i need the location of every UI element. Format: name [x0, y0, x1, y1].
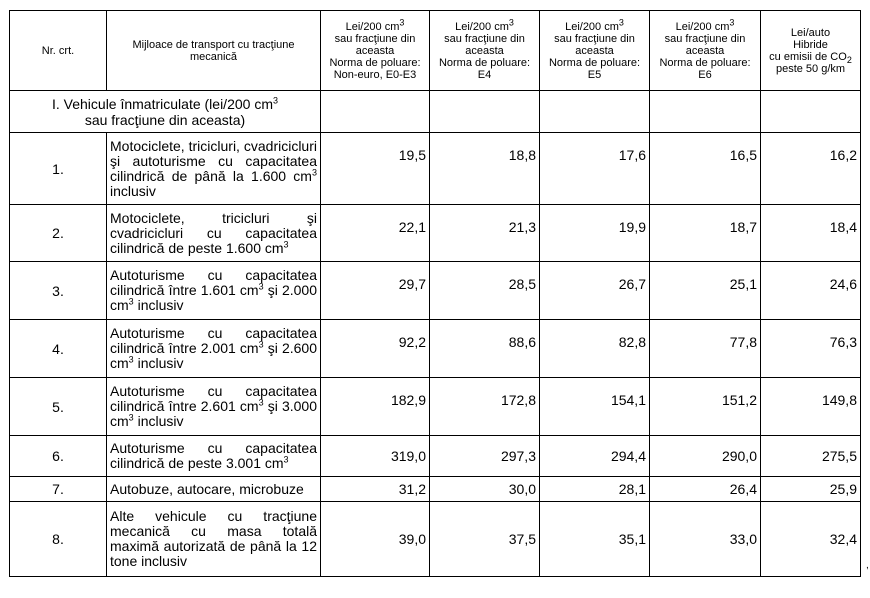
value-cell: 88,6 — [430, 320, 540, 378]
row-description — [107, 262, 321, 320]
row-desc-text: Motociclete, tricicluri, cvadricicluri şi autoturisme cu capacitatea cilindrică de până la 1.600 cm — [110, 137, 317, 184]
row-desc-sup: 3 — [258, 339, 264, 350]
row-desc-sup: 3 — [283, 454, 289, 465]
value-cell: 39,0 — [321, 502, 430, 577]
header-col4-sup: 3 — [729, 16, 735, 27]
row-description — [107, 133, 321, 205]
row-desc-text-c: inclusiv — [133, 413, 184, 429]
row-number: 4. — [10, 320, 107, 378]
header-col-hybrid — [761, 11, 861, 91]
value-cell: 31,2 — [321, 477, 430, 502]
value-cell: 25,1 — [650, 262, 761, 320]
row-number: 8. — [10, 502, 107, 577]
row-desc-text: Autoturisme cu capacitatea cilindrică între 1.601 cm — [110, 267, 317, 298]
row-number: 1. — [10, 133, 107, 205]
value-cell: 18,7 — [650, 205, 761, 262]
header-col1-fraction: sau fracţiune din aceasta — [334, 32, 416, 57]
header-col1-sup: 3 — [399, 16, 405, 27]
value-cell: 92,2 — [321, 320, 430, 378]
table-row — [10, 133, 861, 205]
value-cell: 18,8 — [430, 133, 540, 205]
value-cell: 19,5 — [321, 133, 430, 205]
row-desc-text-b: şi 2.600 cm — [110, 340, 317, 371]
section-empty-cell — [761, 91, 861, 133]
row-desc-sup: 3 — [258, 281, 264, 292]
value-cell: 33,0 — [650, 502, 761, 577]
row-desc-sup2: 3 — [128, 354, 134, 365]
section-title-b: sau fracţiune din aceasta) — [84, 111, 246, 128]
row-desc-text-c: inclusiv — [133, 355, 184, 371]
value-cell: 16,5 — [650, 133, 761, 205]
value-cell: 19,9 — [540, 205, 650, 262]
value-cell: 30,0 — [430, 477, 540, 502]
header-col2-fraction: sau fracţiune din aceasta — [444, 32, 525, 57]
header-col4-fraction: sau fracţiune din aceasta — [664, 32, 746, 57]
header-col5-unit: Lei/auto — [790, 26, 831, 39]
row-desc-sup: 3 — [283, 238, 289, 249]
header-col-e5 — [540, 11, 650, 91]
row-desc-text: Autoturisme cu capacitatea cilindrică între 2.001 cm — [110, 325, 317, 356]
row-desc-text: Motociclete, tricicluri şi cvadricicluri cu capacitatea cilindrică de peste 1.600 cm — [110, 209, 317, 256]
section-title — [10, 91, 321, 133]
row-description — [107, 320, 321, 378]
row-desc-text-b: inclusiv — [110, 182, 156, 199]
header-col3-class: E5 — [587, 68, 602, 81]
row-number: 2. — [10, 205, 107, 262]
header-col2-class: E4 — [477, 68, 492, 81]
value-cell: 319,0 — [321, 436, 430, 477]
row-description: Alte vehicule cu tracţiune mecanică cu masa totală maximă autorizată de până la 12 tone inclusiv — [107, 502, 321, 577]
row-desc-text-c: inclusiv — [133, 297, 184, 313]
row-desc-text-b: şi 3.000 cm — [110, 398, 317, 429]
section-empty-cell — [650, 91, 761, 133]
table-row — [10, 477, 861, 502]
row-number: 6. — [10, 436, 107, 477]
value-cell: 297,3 — [430, 436, 540, 477]
row-description — [107, 436, 321, 477]
header-col-e0-e3 — [321, 11, 430, 91]
header-col3-fraction: sau fracţiune din aceasta — [554, 32, 635, 57]
table-row — [10, 436, 861, 477]
table-row — [10, 262, 861, 320]
header-col1-norm: Norma de poluare: — [329, 56, 421, 69]
header-col3-norm: Norma de poluare: — [548, 56, 641, 69]
value-cell: 151,2 — [650, 378, 761, 436]
section-title-sup: 3 — [272, 94, 278, 105]
header-col2-sup: 3 — [508, 16, 514, 27]
value-cell: 24,6 — [761, 262, 861, 320]
header-col5-sub: 2 — [846, 54, 852, 65]
value-cell: 17,6 — [540, 133, 650, 205]
value-cell: 294,4 — [540, 436, 650, 477]
value-cell: 37,5 — [430, 502, 540, 577]
header-col3-unit: Lei/200 cm — [565, 20, 619, 33]
value-cell: 26,7 — [540, 262, 650, 320]
header-col-e4 — [430, 11, 540, 91]
row-number: 5. — [10, 378, 107, 436]
value-cell: 21,3 — [430, 205, 540, 262]
value-cell: 16,2 — [761, 133, 861, 205]
value-cell: 32,4 — [761, 502, 861, 577]
header-col5-threshold: peste 50 g/km — [775, 62, 846, 75]
table-row — [10, 320, 861, 378]
row-desc-text: Autoturisme cu capacitatea cilindrică între 2.601 cm — [110, 383, 317, 414]
header-col1-unit: Lei/200 cm — [345, 20, 400, 33]
value-cell: 25,9 — [761, 477, 861, 502]
value-cell: 154,1 — [540, 378, 650, 436]
header-nr: Nr. crt. — [10, 11, 107, 91]
value-cell: 275,5 — [761, 436, 861, 477]
header-col5-hybrid: Hibride — [793, 38, 828, 51]
value-cell: 290,0 — [650, 436, 761, 477]
value-cell: 76,3 — [761, 320, 861, 378]
header-col4-class: E6 — [698, 68, 712, 81]
section-empty-cell — [321, 91, 430, 133]
value-cell: 29,7 — [321, 262, 430, 320]
header-col-e6 — [650, 11, 761, 91]
header-col4-norm: Norma de poluare: — [659, 56, 751, 69]
row-desc-sup2: 3 — [128, 296, 134, 307]
row-number: 7. — [10, 477, 107, 502]
row-desc-sup: 3 — [258, 397, 264, 408]
value-cell: 149,8 — [761, 378, 861, 436]
header-col5-emissions: cu emisii de CO — [769, 50, 847, 63]
row-desc-text: Autoturisme cu capacitatea cilindrică de peste 3.001 cm — [110, 440, 317, 471]
value-cell: 26,4 — [650, 477, 761, 502]
row-description — [107, 205, 321, 262]
table-row — [10, 205, 861, 262]
value-cell: 77,8 — [650, 320, 761, 378]
header-col3-sup: 3 — [618, 16, 624, 27]
value-cell: 82,8 — [540, 320, 650, 378]
tax-rates-table — [9, 10, 861, 577]
table-row — [10, 378, 861, 436]
header-col2-unit: Lei/200 cm — [455, 20, 509, 33]
table-row — [10, 502, 861, 577]
header-description: Mijloace de transport cu tracţiune mecanică — [107, 11, 321, 91]
row-desc-sup2: 3 — [128, 412, 134, 423]
row-desc-text-b: şi 2.000 cm — [110, 282, 317, 313]
section-row — [10, 91, 861, 133]
header-col2-norm: Norma de poluare: — [438, 56, 531, 69]
value-cell: 28,1 — [540, 477, 650, 502]
row-number: 3. — [10, 262, 107, 320]
row-desc-sup: 3 — [311, 166, 317, 177]
value-cell: 172,8 — [430, 378, 540, 436]
section-empty-cell — [540, 91, 650, 133]
value-cell: 18,4 — [761, 205, 861, 262]
value-cell: 22,1 — [321, 205, 430, 262]
value-cell: 35,1 — [540, 502, 650, 577]
header-col1-class: Non-euro, E0-E3 — [333, 68, 417, 81]
section-empty-cell — [430, 91, 540, 133]
row-description — [107, 378, 321, 436]
trailing-comma: , — [866, 560, 869, 571]
header-row — [10, 11, 861, 91]
value-cell: 28,5 — [430, 262, 540, 320]
value-cell: 182,9 — [321, 378, 430, 436]
row-description: Autobuze, autocare, microbuze — [107, 477, 321, 502]
section-title-a: I. Vehicule înmatriculate (lei/200 cm — [51, 95, 273, 112]
header-col4-unit: Lei/200 cm — [675, 20, 730, 33]
